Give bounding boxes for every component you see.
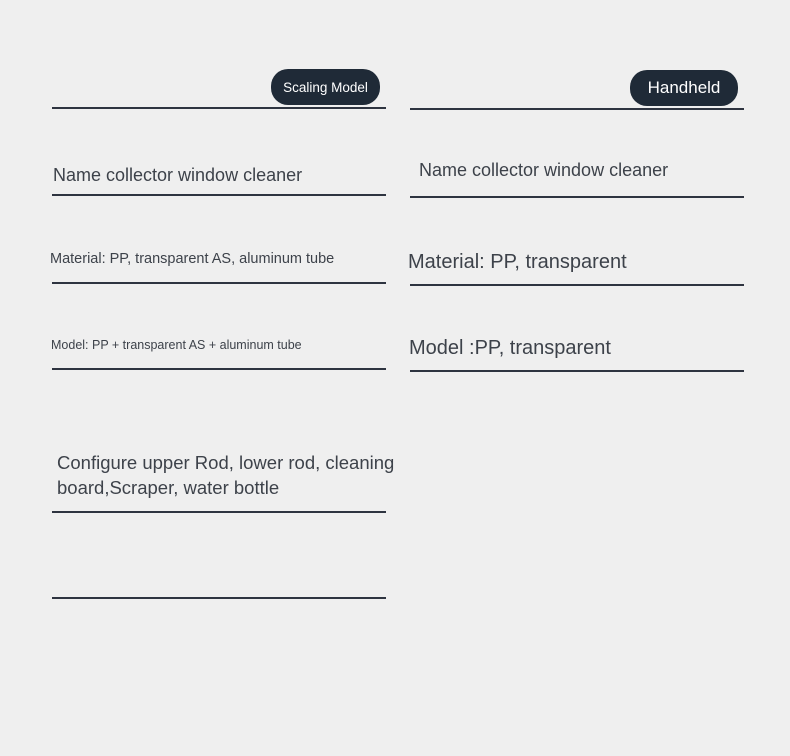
- divider-left-5: [52, 511, 386, 513]
- divider-right-1: [410, 108, 744, 110]
- divider-right-3: [410, 284, 744, 286]
- right-model-text: Model :PP, transparent: [409, 337, 611, 359]
- divider-left-2: [52, 194, 386, 196]
- handheld-badge-label: Handheld: [647, 78, 721, 97]
- left-name-text: Name collector window cleaner: [53, 165, 303, 185]
- configure-line-2: board,Scraper, water bottle: [57, 477, 280, 498]
- divider-left-1: [52, 107, 386, 109]
- left-configure-text: [57, 450, 437, 500]
- scaling-model-badge-label: Scaling Model: [283, 79, 368, 95]
- left-model-text: Model: PP + transparent AS + aluminum tube: [51, 338, 302, 352]
- divider-left-6: [52, 597, 386, 599]
- divider-left-4: [52, 368, 386, 370]
- left-material-text: Material: PP, transparent AS, aluminum tube: [50, 251, 335, 267]
- handheld-badge: [630, 70, 738, 106]
- divider-left-3: [52, 282, 386, 284]
- divider-right-4: [410, 370, 744, 372]
- scaling-model-badge: [271, 69, 380, 105]
- right-material-text: Material: PP, transparent: [408, 251, 627, 273]
- divider-right-2: [410, 196, 744, 198]
- right-name-text: Name collector window cleaner: [419, 160, 669, 180]
- configure-line-1: Configure upper Rod, lower rod, cleaning: [57, 452, 395, 473]
